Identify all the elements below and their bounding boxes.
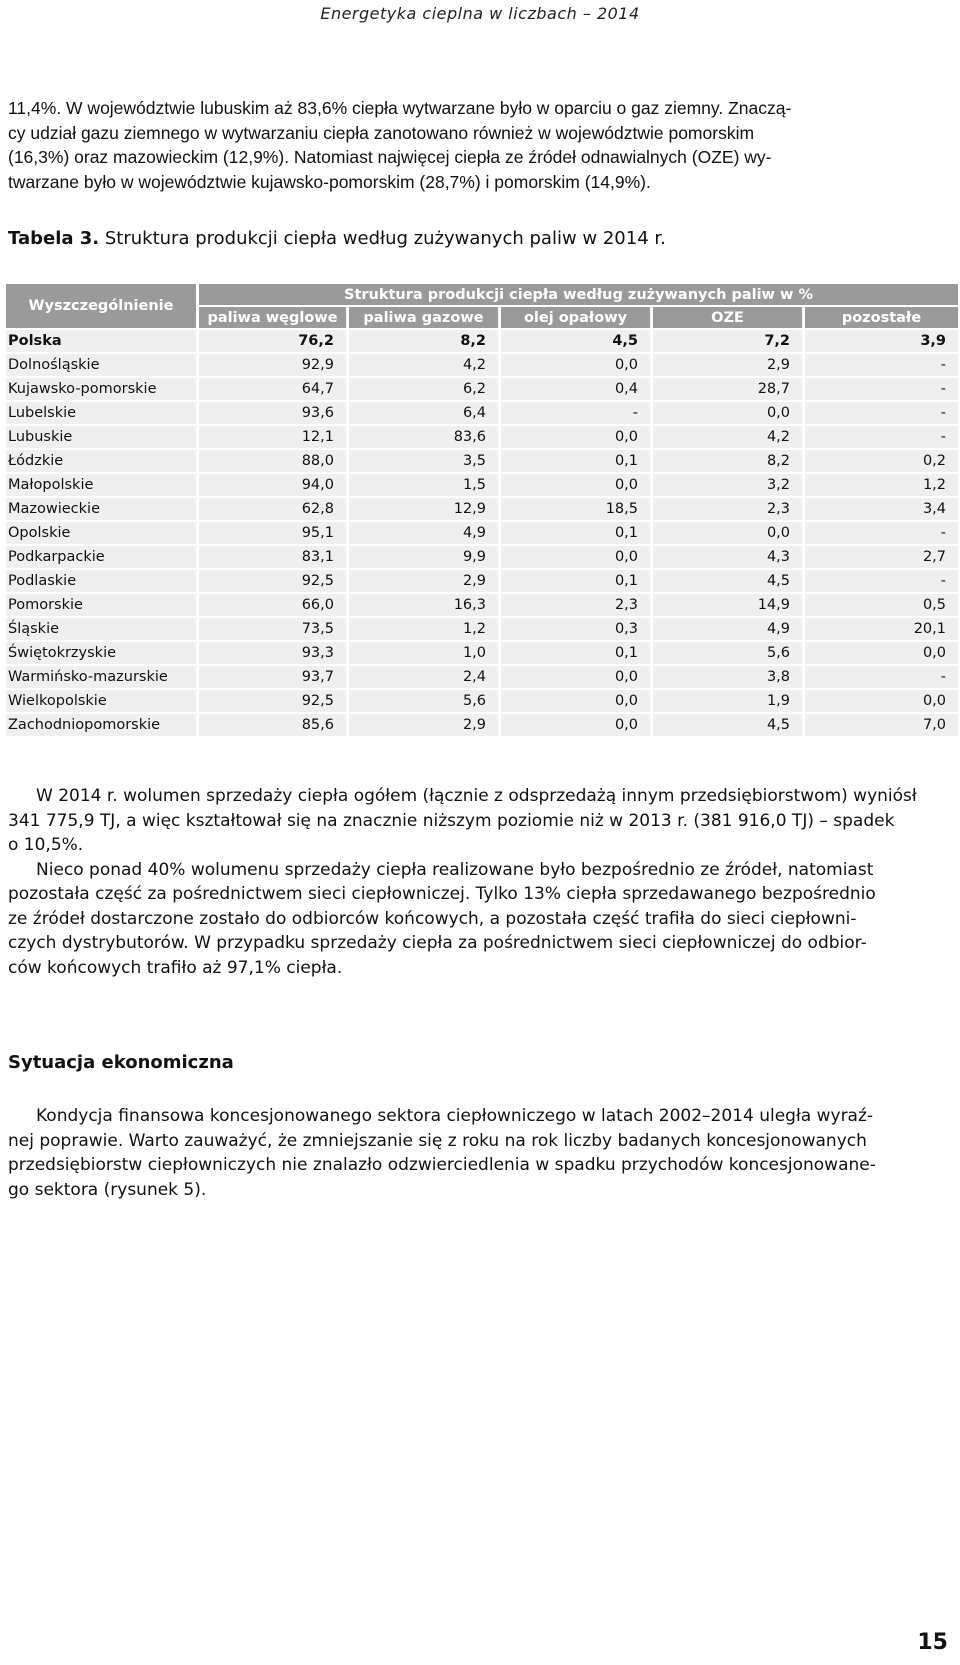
economic-line: Kondycja finansowa koncesjonowanego sektora ciepłowniczego w latach 2002–2014 uległa wyraź-	[36, 1106, 874, 1126]
region-name-cell: Podlaskie	[6, 570, 196, 592]
table-row	[6, 690, 958, 712]
sales-paragraph-2	[36, 858, 950, 883]
value-cell: 92,5	[196, 570, 346, 592]
value-cell: 0,0	[650, 402, 802, 424]
value-cell: -	[802, 522, 958, 544]
value-cell: 2,4	[346, 666, 498, 688]
economic-line: nej poprawie. Warto zauważyć, że zmniejszanie się z roku na rok liczby badanych koncesjonowanych	[8, 1130, 867, 1151]
value-cell: 0,4	[498, 378, 650, 400]
value-cell: -	[498, 402, 650, 424]
table-caption-label: Tabela 3.	[8, 228, 100, 249]
value-cell: 95,1	[196, 522, 346, 544]
sales-paragraph-2-cont	[8, 882, 950, 980]
value-cell: 6,4	[346, 402, 498, 424]
column-header: pozostałe	[802, 307, 958, 328]
table-row	[6, 522, 958, 544]
sales-line: czych dystrybutorów. W przypadku sprzedaży ciepła za pośrednictwem sieci ciepłowniczej do odbior-	[8, 933, 867, 953]
intro-paragraph	[8, 96, 950, 194]
row-header-cell: Wyszczególnienie	[6, 284, 196, 328]
value-cell: 2,9	[346, 714, 498, 736]
table-row	[6, 378, 958, 400]
value-cell: -	[802, 378, 958, 400]
table-row	[6, 474, 958, 496]
value-cell: 73,5	[196, 618, 346, 640]
value-cell: 3,9	[802, 330, 958, 352]
intro-line: twarzane było w województwie kujawsko-pomorskim (28,7%) i pomorskim (14,9%).	[8, 171, 651, 192]
value-cell: 7,2	[650, 330, 802, 352]
value-cell: 83,1	[196, 546, 346, 568]
group-header-cell: Struktura produkcji ciepła według zużywanych paliw w %	[196, 284, 958, 305]
sales-line: 341 775,9 TJ, a więc kształtował się na znacznie niższym poziomie niż w 2013 r. (381 916,0 TJ) – spadek	[8, 810, 895, 831]
value-cell: 92,5	[196, 690, 346, 712]
table-row	[6, 618, 958, 640]
value-cell: 0,1	[498, 522, 650, 544]
value-cell: 76,2	[196, 330, 346, 352]
value-cell: 3,4	[802, 498, 958, 520]
value-cell: 2,9	[346, 570, 498, 592]
value-cell: 0,3	[498, 618, 650, 640]
sales-line: ze źródeł dostarczone zostało do odbiorców końcowych, a pozostała część trafiła do sieci ciepłowni-	[8, 908, 857, 929]
value-cell: 7,0	[802, 714, 958, 736]
value-cell: 4,3	[650, 546, 802, 568]
value-cell: 9,9	[346, 546, 498, 568]
value-cell: 88,0	[196, 450, 346, 472]
value-cell: 2,9	[650, 354, 802, 376]
value-cell: 4,9	[346, 522, 498, 544]
sales-line: Nieco ponad 40% wolumenu sprzedaży ciepła realizowane było bezpośrednio ze źródeł, natomiast	[36, 859, 874, 880]
value-cell: 4,9	[650, 618, 802, 640]
value-cell: 0,0	[498, 546, 650, 568]
value-cell: 3,2	[650, 474, 802, 496]
sales-line: ców końcowych trafiło aż 97,1% ciepła.	[8, 957, 343, 978]
fuel-structure-table	[6, 282, 958, 738]
value-cell: 4,5	[498, 330, 650, 352]
region-name-cell: Lubuskie	[6, 426, 196, 448]
table-row	[6, 426, 958, 448]
table-row	[6, 570, 958, 592]
sales-line: pozostała część za pośrednictwem sieci ciepłowniczej. Tylko 13% ciepła sprzedawanego bezpośrednio	[8, 884, 876, 904]
value-cell: 4,5	[650, 570, 802, 592]
value-cell: 2,3	[498, 594, 650, 616]
economic-paragraph-cont	[8, 1129, 950, 1203]
value-cell: 66,0	[196, 594, 346, 616]
value-cell: 0,0	[802, 690, 958, 712]
value-cell: 1,0	[346, 642, 498, 664]
page-number: 15	[917, 1630, 948, 1655]
value-cell: 94,0	[196, 474, 346, 496]
column-header: OZE	[650, 307, 802, 328]
value-cell: 8,2	[346, 330, 498, 352]
value-cell: 92,9	[196, 354, 346, 376]
economic-paragraph	[36, 1104, 950, 1129]
column-header: olej opałowy	[498, 307, 650, 328]
value-cell: 83,6	[346, 426, 498, 448]
sales-line: o 10,5%.	[8, 835, 84, 855]
table-body	[6, 330, 958, 736]
running-header: Energetyka cieplna w liczbach – 2014	[320, 4, 640, 23]
region-name-cell: Opolskie	[6, 522, 196, 544]
region-name-cell: Lubelskie	[6, 402, 196, 424]
intro-line: (16,3%) oraz mazowieckim (12,9%). Natomiast najwięcej ciepła ze źródeł odnawialnych (OZE) wy-	[8, 147, 772, 167]
table-row	[6, 450, 958, 472]
value-cell: 93,6	[196, 402, 346, 424]
economic-line: przedsiębiorstw ciepłowniczych nie znalazło odzwierciedlenia w spadku przychodów koncesjonowane-	[8, 1155, 876, 1175]
value-cell: 93,7	[196, 666, 346, 688]
value-cell: 4,2	[650, 426, 802, 448]
table-row	[6, 330, 958, 352]
value-cell: 6,2	[346, 378, 498, 400]
value-cell: 4,5	[650, 714, 802, 736]
value-cell: 20,1	[802, 618, 958, 640]
value-cell: 0,2	[802, 450, 958, 472]
region-name-cell: Podkarpackie	[6, 546, 196, 568]
value-cell: 12,1	[196, 426, 346, 448]
region-name-cell: Warmińsko-mazurskie	[6, 666, 196, 688]
region-name-cell: Śląskie	[6, 618, 196, 640]
value-cell: 1,5	[346, 474, 498, 496]
value-cell: 0,0	[498, 666, 650, 688]
column-header: paliwa gazowe	[346, 307, 498, 328]
value-cell: 28,7	[650, 378, 802, 400]
region-name-cell: Świętokrzyskie	[6, 642, 196, 664]
table-row	[6, 642, 958, 664]
value-cell: 0,0	[498, 426, 650, 448]
value-cell: -	[802, 426, 958, 448]
value-cell: 0,0	[498, 714, 650, 736]
value-cell: 1,9	[650, 690, 802, 712]
value-cell: 4,2	[346, 354, 498, 376]
region-name-cell: Wielkopolskie	[6, 690, 196, 712]
table-row	[6, 354, 958, 376]
value-cell: 2,7	[802, 546, 958, 568]
value-cell: 0,0	[498, 474, 650, 496]
table-row	[6, 666, 958, 688]
region-name-cell: Łódzkie	[6, 450, 196, 472]
value-cell: 5,6	[650, 642, 802, 664]
value-cell: 3,8	[650, 666, 802, 688]
value-cell: -	[802, 570, 958, 592]
value-cell: 12,9	[346, 498, 498, 520]
value-cell: 0,1	[498, 642, 650, 664]
value-cell: 0,0	[650, 522, 802, 544]
value-cell: 0,0	[802, 642, 958, 664]
value-cell: 0,0	[498, 690, 650, 712]
value-cell: 18,5	[498, 498, 650, 520]
value-cell: 14,9	[650, 594, 802, 616]
value-cell: 8,2	[650, 450, 802, 472]
region-name-cell: Małopolskie	[6, 474, 196, 496]
sales-paragraph-1-cont	[8, 809, 950, 858]
table-row	[6, 714, 958, 736]
value-cell: -	[802, 402, 958, 424]
value-cell: 3,5	[346, 450, 498, 472]
table-row	[6, 546, 958, 568]
value-cell: -	[802, 666, 958, 688]
intro-line: 11,4%. W województwie lubuskim aż 83,6% ciepła wytwarzane było w oparciu o gaz ziemny. Znaczą-	[8, 98, 792, 118]
value-cell: 0,5	[802, 594, 958, 616]
column-header: paliwa węglowe	[196, 307, 346, 328]
value-cell: 2,3	[650, 498, 802, 520]
table-caption	[8, 228, 666, 249]
intro-line: cy udział gazu ziemnego w wytwarzaniu ciepła zanotowano również w województwie pomorskim	[8, 122, 755, 143]
value-cell: 0,1	[498, 450, 650, 472]
table-row	[6, 594, 958, 616]
table-caption-text: Struktura produkcji ciepła według zużywanych paliw w 2014 r.	[99, 228, 666, 249]
value-cell: 64,7	[196, 378, 346, 400]
region-name-cell: Dolnośląskie	[6, 354, 196, 376]
value-cell: 93,3	[196, 642, 346, 664]
sales-paragraph-1	[36, 784, 950, 809]
value-cell: -	[802, 354, 958, 376]
region-name-cell: Zachodniopomorskie	[6, 714, 196, 736]
value-cell: 5,6	[346, 690, 498, 712]
value-cell: 0,0	[498, 354, 650, 376]
economic-line: go sektora (rysunek 5).	[8, 1179, 207, 1200]
sales-line: W 2014 r. wolumen sprzedaży ciepła ogółem (łącznie z odsprzedażą innym przedsiębiorstwom) wyniósł	[36, 786, 917, 806]
value-cell: 0,1	[498, 570, 650, 592]
table-row	[6, 498, 958, 520]
value-cell: 1,2	[802, 474, 958, 496]
section-heading: Sytuacja ekonomiczna	[8, 1052, 234, 1073]
region-name-cell: Mazowieckie	[6, 498, 196, 520]
region-name-cell: Pomorskie	[6, 594, 196, 616]
region-name-cell: Kujawsko-pomorskie	[6, 378, 196, 400]
value-cell: 85,6	[196, 714, 346, 736]
value-cell: 62,8	[196, 498, 346, 520]
value-cell: 1,2	[346, 618, 498, 640]
value-cell: 16,3	[346, 594, 498, 616]
table-row	[6, 402, 958, 424]
region-name-cell: Polska	[6, 330, 196, 352]
